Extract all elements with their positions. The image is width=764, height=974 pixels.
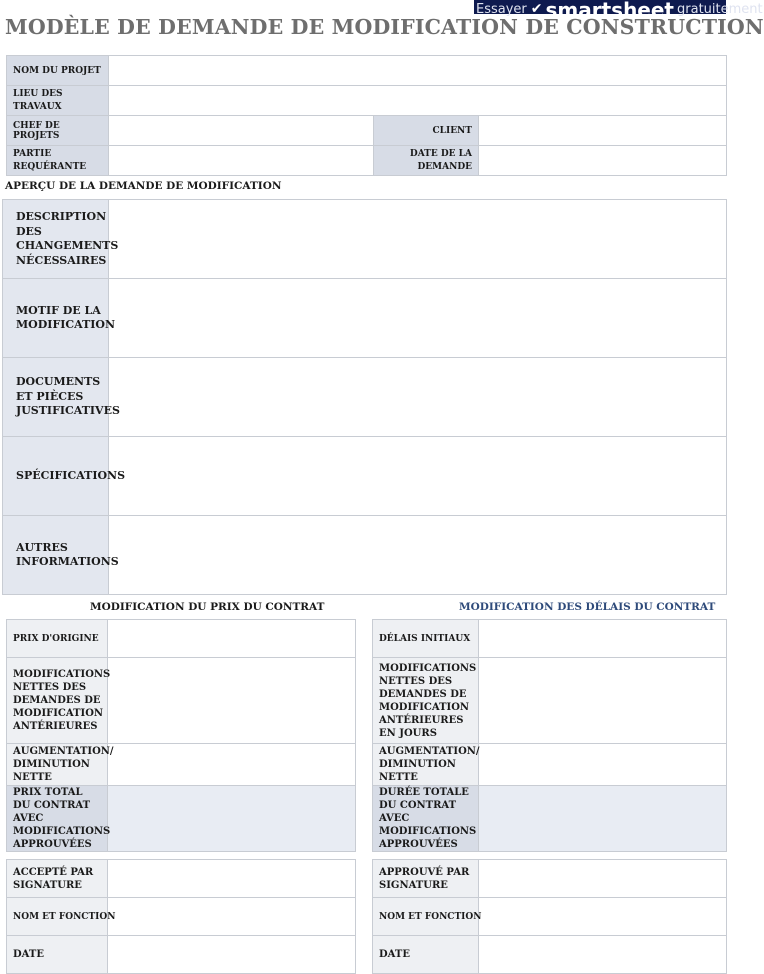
signature-label: APPROUVÉ PAR SIGNATURE [373,860,479,898]
client-label: CLIENT [374,116,479,146]
overview-row-label: SPÉCIFICATIONS [3,437,109,516]
requesting-party-field[interactable] [109,146,374,176]
signature-label: ACCEPTÉ PAR SIGNATURE [7,860,108,898]
initial-time-field[interactable] [479,620,727,658]
smartsheet-logo-icon: ✔ [530,1,543,17]
client-field[interactable] [479,116,727,146]
overview-heading: APERÇU DE LA DEMANDE DE MODIFICATION [5,180,282,192]
accepted-name-title-field[interactable] [108,898,356,936]
approved-signature-field[interactable] [479,860,727,898]
signature-label: NOM ET FONCTION [7,898,108,936]
overview-row-label: MOTIF DE LA MODIFICATION [3,279,109,358]
prior-changes-days-field[interactable] [479,658,727,744]
page-title: MODÈLE DE DEMANDE DE MODIFICATION DE CONSTRUCTION [5,15,764,39]
approved-signature-table [372,859,727,974]
overview-table [2,199,727,595]
overview-row-label: DESCRIPTION DES CHANGEMENTS NÉCESSAIRES [3,200,109,279]
project-manager-field[interactable] [109,116,374,146]
signature-label: DATE [373,936,479,974]
net-time-change-field[interactable] [479,744,727,786]
price-heading: MODIFICATION DU PRIX DU CONTRAT [90,601,325,613]
contract-time-table [372,619,727,852]
time-row-label: DURÉE TOTALE DU CONTRAT AVEC MODIFICATIONS APPROUVÉES [373,786,479,852]
other-information-field[interactable] [109,516,727,595]
accepted-date-field[interactable] [108,936,356,974]
signature-label: DATE [7,936,108,974]
signature-label: NOM ET FONCTION [373,898,479,936]
banner-logo-text: smartsheet [545,0,674,22]
banner-try-text: Essayer [476,2,527,17]
changes-description-field[interactable] [109,200,727,279]
time-row-label: MODIFICATIONS NETTES DES DEMANDES DE MODIFICATION ANTÉRIEURES EN JOURS [373,658,479,744]
price-row-label: PRIX D'ORIGINE [7,620,108,658]
overview-row-label: AUTRES INFORMATIONS [3,516,109,595]
request-date-field[interactable] [479,146,727,176]
price-row-label: PRIX TOTAL DU CONTRAT AVEC MODIFICATIONS APPROUVÉES [7,786,108,852]
time-row-label: AUGMENTATION/ DIMINUTION NETTE [373,744,479,786]
time-row-label: DÉLAIS INITIAUX [373,620,479,658]
accepted-signature-field[interactable] [108,860,356,898]
original-price-field[interactable] [108,620,356,658]
overview-row-label: DOCUMENTS ET PIÈCES JUSTIFICATIVES [3,358,109,437]
net-price-change-field[interactable] [108,744,356,786]
price-row-label: MODIFICATIONS NETTES DES DEMANDES DE MODIFICATION ANTÉRIEURES [7,658,108,744]
project-name-field[interactable] [109,56,727,86]
requesting-party-label: PARTIE REQUÉRANTE [7,146,109,176]
supporting-documents-field[interactable] [109,358,727,437]
prior-changes-price-field[interactable] [108,658,356,744]
total-price-field[interactable] [108,786,356,852]
project-name-label: NOM DU PROJET [7,56,109,86]
price-row-label: AUGMENTATION/ DIMINUTION NETTE [7,744,108,786]
smartsheet-banner[interactable] [474,0,763,22]
approved-name-title-field[interactable] [479,898,727,936]
project-info-table [6,55,727,176]
work-location-label: LIEU DES TRAVAUX [7,86,109,116]
banner-free-text: gratuitement [677,2,763,17]
time-heading: MODIFICATION DES DÉLAIS DU CONTRAT [459,601,716,613]
work-location-field[interactable] [109,86,727,116]
accepted-signature-table [6,859,356,974]
total-duration-field[interactable] [479,786,727,852]
approved-date-field[interactable] [479,936,727,974]
request-date-label: DATE DE LA DEMANDE [374,146,479,176]
specifications-field[interactable] [109,437,727,516]
contract-price-table [6,619,356,852]
change-reason-field[interactable] [109,279,727,358]
project-manager-label: CHEF DE PROJETS [7,116,109,146]
